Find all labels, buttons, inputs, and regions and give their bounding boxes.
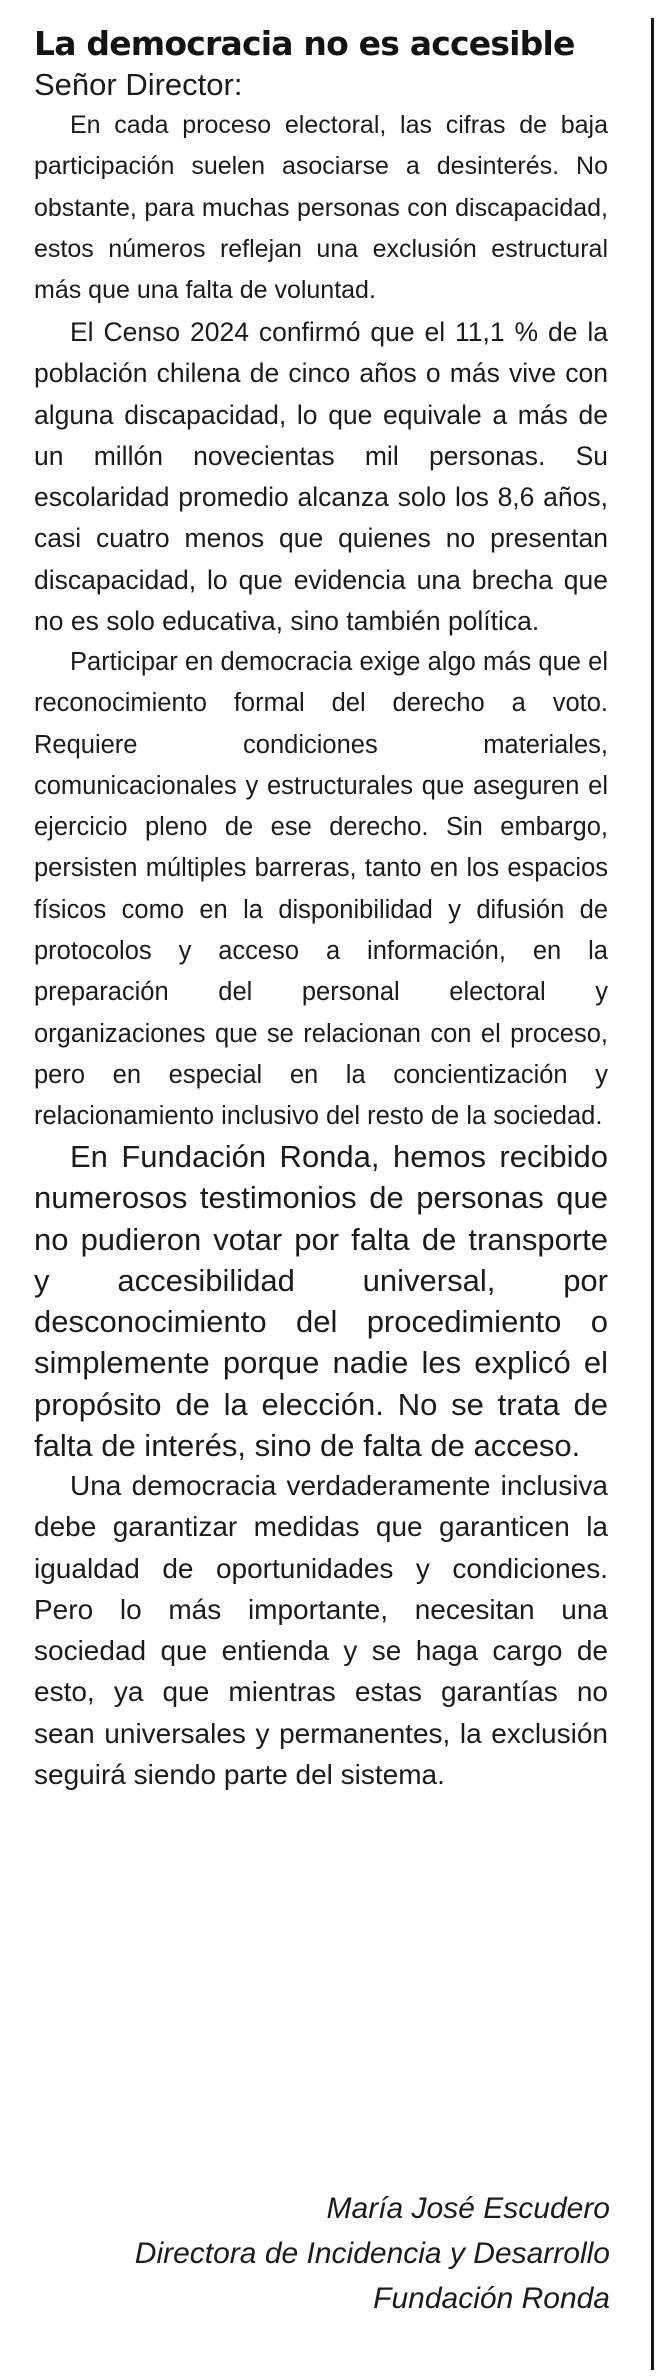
signature-name: María José Escudero xyxy=(326,2192,610,2225)
signature-role: Directora de Incidencia y Desarrollo xyxy=(134,2237,610,2270)
paragraph-4: En Fundación Ronda, hemos recibido numerosos testimonios de personas que no pudieron votar por falta de transporte y accesibilidad universal, por desconocimiento del procedimiento o simplemente porque nadie les explicó el propósito de la elección. No se trata de falta de interés, sino de falta de acceso. xyxy=(34,1139,608,1464)
paragraph-1: En cada proceso electoral, las cifras de baja participación suelen asociarse a desinterés. No obstante, para muchas personas con discapacidad, estos números reflejan una exclusión estructural más que una falta de voluntad. xyxy=(34,111,608,305)
paragraph-5: Una democracia verdaderamente inclusiva debe garantizar medidas que garanticen la igualdad de oportunidades y condiciones. Pero lo más importante, necesitan una sociedad que entienda y se haga cargo de esto, ya que mientras estas garantías no sean universales y permanentes, la exclusión seguirá siendo parte del sistema. xyxy=(34,1470,608,1791)
salutation: Señor Director: xyxy=(34,67,243,102)
signature-block xyxy=(135,2186,610,2321)
letter-to-editor xyxy=(34,24,608,1795)
letter-headline: La democracia no es accesible xyxy=(34,24,575,63)
paragraph-2: El Censo 2024 confirmó que el 11,1 % de la población chilena de cinco años o más vive con alguna discapacidad, lo que equivale a más de un millón novecientas mil personas. Su escolaridad promedio alcanza solo los 8,6 años, casi cuatro menos que quienes no presentan discapacidad, lo que evidencia una brecha que no es solo educativa, sino también política. xyxy=(34,317,608,637)
paragraph-3: Participar en democracia exige algo más que el reconocimiento formal del derecho a voto. Requiere condiciones materiales, comunicacionales y estructurales que aseguren el ejercicio pleno de ese derecho. Sin embargo, persisten múltiples barreras, tanto en los espacios físicos como en la disponibilidad y difusión de protocolos y acceso a información, en la preparación del personal electoral y organizaciones que se relacionan con el proceso, pero en especial en la concientización y relacionamiento inclusivo del resto de la sociedad. xyxy=(34,648,608,1131)
column-divider-rule xyxy=(651,18,654,2370)
signature-organization: Fundación Ronda xyxy=(373,2282,610,2315)
